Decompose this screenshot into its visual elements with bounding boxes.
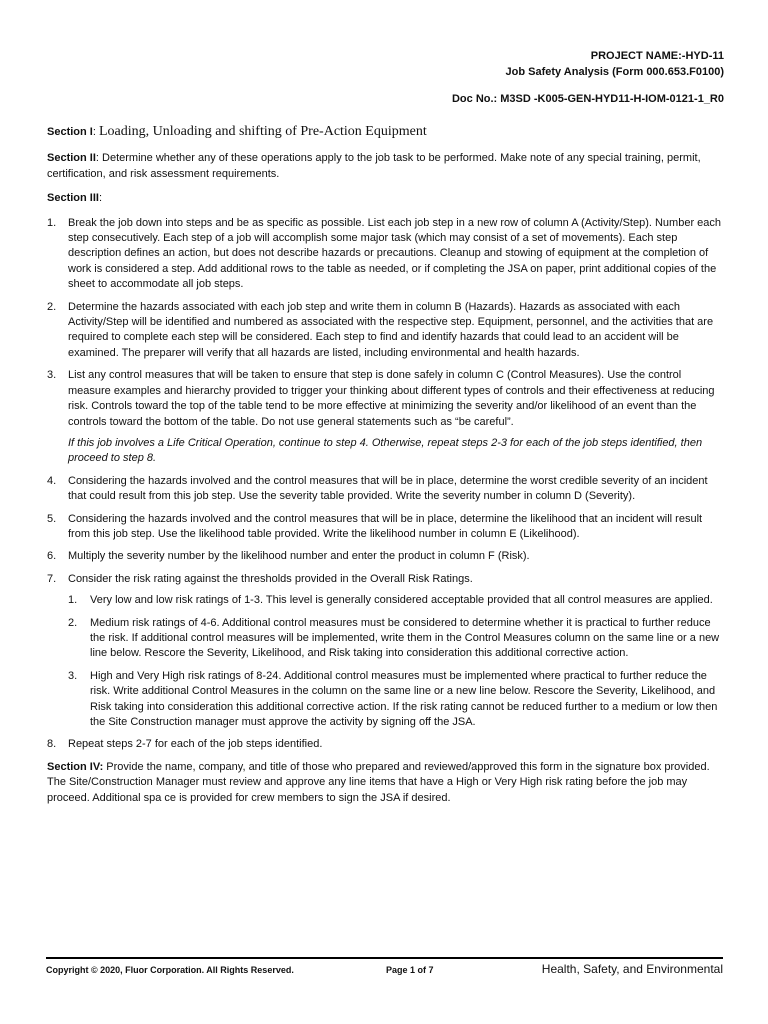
list-item <box>47 474 727 505</box>
substep-text: High and Very High risk ratings of 8-24. Additional control measures must be implemented where practical to further reduce the risk. Write additional Control Measures in the column on the same line or a new line below. Rescore the Severity, Likelihood, and Risk taking into consideration this additional corrective action. If the risk rating cannot be reduced further to a medium or low then the Site Construction manager must approve the activity by signing off the JSA. <box>90 669 718 728</box>
section-3-steps <box>47 216 727 753</box>
section-4-label: Section IV: <box>47 760 104 773</box>
step-number: 7. <box>47 572 57 585</box>
step-number: 1. <box>47 216 57 229</box>
step-text: Break the job down into steps and be as specific as possible. List each job step in a new row of column A (Activity/Step). Number each step consecutively. Each step of a job will accomplish some major task (which may consist of a set of movements). Each step description defines an action, but does not describe hazards or precautions. Cleanup and stowing of equipment at the completion of work is considered a step. Add additional rows to the table as needed, or if completing the JSA on paper, print additional copies of the sheet to accommodate all job steps. <box>68 216 722 291</box>
section-1 <box>47 124 727 140</box>
list-item <box>68 669 727 731</box>
list-item <box>47 300 727 362</box>
department-label: Health, Safety, and Environmental <box>541 962 723 976</box>
step-number: 4. <box>47 474 57 487</box>
section-4-text: Provide the name, company, and title of those who prepared and reviewed/approved this form in the signature box provided. The Site/Construction Manager must review and approve any line items that have a High or Very High risk rating before the job may proceed. Additional spa ce is provided for crew members to sign the JSA if desired. <box>47 760 710 804</box>
list-item <box>47 549 727 564</box>
substep-number: 1. <box>68 594 78 607</box>
section-1-label: Section I <box>47 126 93 138</box>
step-number: 6. <box>47 550 57 563</box>
step-number: 5. <box>47 512 57 525</box>
substep-number: 2. <box>68 616 78 629</box>
risk-rating-substeps <box>68 593 727 730</box>
list-item <box>47 737 727 752</box>
section-1-sep: : <box>92 126 99 138</box>
step-text: Considering the hazards involved and the control measures that will be in place, determine the likelihood that an incident will result from this job step. Use the likelihood table provided. Write the likelihood number in column E (Likelihood). <box>68 512 703 540</box>
list-item <box>68 616 727 662</box>
substep-text: Medium risk ratings of 4-6. Additional control measures must be considered to determine whether it is practical to further reduce the risk. If additional control measures will be implemented, write them in the Control Measures column on the same line or a new line below. Rescore the Severity, Likelihood, and Risk taking into consideration this additional corrective action. <box>90 616 720 660</box>
document-body <box>47 124 727 815</box>
section-3-heading <box>47 191 727 206</box>
section-2-label: Section II <box>47 152 96 165</box>
substep-number: 3. <box>68 669 78 682</box>
section-3-label: Section III <box>47 192 99 205</box>
section-3-colon: : <box>98 192 103 205</box>
step-text: Consider the risk rating against the thresholds provided in the Overall Risk Ratings. <box>68 572 473 585</box>
footer-divider <box>46 957 723 959</box>
doc-number: Doc No.: M3SD -K005-GEN-HYD11-H-IOM-0121-1_R0 <box>451 93 724 105</box>
copyright-text: Copyright © 2020, Fluor Corporation. All Rights Reserved. <box>46 965 294 975</box>
project-name: PROJECT NAME:-HYD-11 <box>590 50 724 62</box>
page-number: Page 1 of 7 <box>386 965 434 975</box>
list-item <box>47 512 727 543</box>
page-footer <box>46 962 723 978</box>
step-number: 2. <box>47 300 57 313</box>
step-number: 3. <box>47 369 57 382</box>
document-header <box>506 48 724 80</box>
section-4 <box>47 760 727 806</box>
list-item <box>68 593 727 608</box>
step-number: 8. <box>47 738 57 751</box>
substep-text: Very low and low risk ratings of 1-3. This level is generally considered acceptable provided that all control measures are applied. <box>90 594 713 607</box>
step-text: Determine the hazards associated with each job step and write them in column B (Hazards). Hazards as associated with each Activity/Step will be identified and numbered as associated with the respective step. Equipment, personnel, and the activities that are required to complete each step will be considered. Each step to find and identify hazards that could lead to an accident will be examined. The preparer will verify that all hazards are listed, including environmental and health hazards. <box>68 300 714 359</box>
section-1-title: Loading, Unloading and shifting of Pre-Action Equipment <box>98 124 427 139</box>
step-text: Repeat steps 2-7 for each of the job steps identified. <box>68 738 323 751</box>
list-item <box>47 572 727 731</box>
step-text: Multiply the severity number by the likelihood number and enter the product in column F (Risk). <box>68 550 530 563</box>
step-note: If this job involves a Life Critical Operation, continue to step 4. Otherwise, repeat steps 2-3 for each of the job steps identified, then proceed to step 8. <box>68 436 703 465</box>
list-item <box>47 216 727 293</box>
step-text: List any control measures that will be taken to ensure that step is done safely in column C (Control Measures). Use the control measure examples and hierarchy provided to trigger your thinking about different types of controls and their effectiveness at reducing risk. Controls toward the top of the table tend to be more effective at minimizing the severity and/or likelihood of an event than the controls toward the bottom of the table. Do not use general statements such as “be careful”. <box>68 369 715 428</box>
list-item <box>47 368 727 466</box>
form-title: Job Safety Analysis (Form 000.653.F0100) <box>505 66 724 78</box>
section-2-text: : Determine whether any of these operations apply to the job task to be performed. Make note of any special training, permit, certification, and risk assessment requirements. <box>47 152 701 180</box>
step-text: Considering the hazards involved and the control measures that will be in place, determine the worst credible severity of an incident that could result from this job step. Use the severity table provided. Write the severity number in column D (Severity). <box>68 474 708 503</box>
section-2 <box>47 151 727 182</box>
